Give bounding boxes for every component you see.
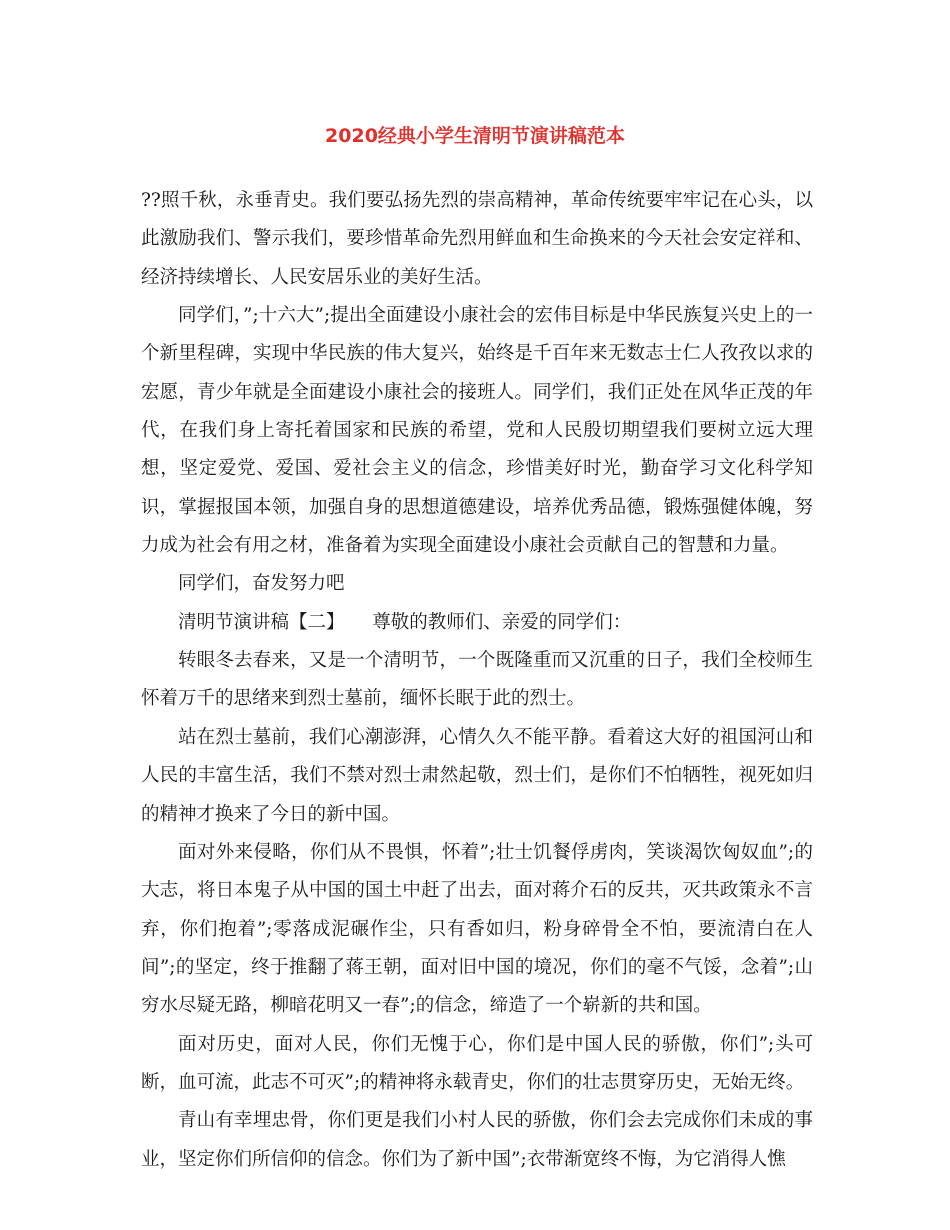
document-title: 2020经典小学生清明节演讲稿范本 [325,125,625,147]
paragraph: ??照千秋，永垂青史。我们要弘扬先烈的崇高精神，革命传统要牢牢记在心头，以此激励我们、警示我们，要珍惜革命先烈用鲜血和生命换来的今天社会安定祥和、经济持续增长、人民安居乐业的美好生活。 [141,190,813,288]
paragraph: 同学们，”;十六大”;提出全面建设小康社会的宏伟目标是中华民族复兴史上的一个新里程碑，实现中华民族的伟大复兴，始终是千百年来无数志士仁人孜孜以求的宏愿，青少年就是全面建设小康社会的接班人。同学们，我们正处在风华正茂的年代，在我们身上寄托着国家和民族的希望，党和人民殷切期望我们要树立远大理想，坚定爱党、爱国、爱社会主义的信念，珍惜美好时光，勤奋学习文化科学知识，掌握报国本领，加强自身的思想道德建设，培养优秀品德，锻炼强健体魄，努力成为社会有用之材，准备着为实现全面建设小康社会贡献自己的智慧和力量。 [141,305,813,557]
paragraph: 面对外来侵略，你们从不畏惧，怀着”;壮士饥餐俘虏肉，笑谈渴饮匈奴血”;的大志，将日本鬼子从中国的国土中赶了出去，面对蒋介石的反共，灭共政策永不言弃，你们抱着”;零落成泥碾作尘，只有香如归，粉身碎骨全不怕，要流清白在人间”;的坚定，终于推翻了蒋王朝，面对旧中国的境况，你们的毫不气馁，念着”;山穷水尽疑无路，柳暗花明又一春”;的信念，缔造了一个崭新的共和国。 [141,841,813,1017]
paragraph: 清明节演讲稿【二】 尊敬的教师们、亲爱的同学们： [178,611,632,633]
paragraph: 青山有幸埋忠骨，你们更是我们小村人民的骄傲，你们会去完成你们未成的事业，坚定你们所信仰的信念。你们为了新中国”;衣带渐宽终不悔，为它消得人憔 [141,1110,813,1170]
paragraph: 同学们，奋发努力吧 [178,573,345,595]
paragraph: 转眼冬去春来，又是一个清明节，一个既隆重而又沉重的日子，我们全校师生怀着万千的思绪来到烈士墓前，缅怀长眠于此的烈士。 [141,650,813,710]
document-body [141,182,813,1179]
paragraph: 站在烈士墓前，我们心潮澎湃，心情久久不能平静。看着这大好的祖国河山和人民的丰富生活，我们不禁对烈士肃然起敬，烈士们，是你们不怕牺牲，视死如归的精神才换来了今日的新中国。 [141,726,813,825]
paragraph: 面对历史，面对人民，你们无愧于心，你们是中国人民的骄傲，你们”;头可断，血可流，此志不可灭”;的精神将永载青史，你们的壮志贯穿历史，无始无终。 [141,1033,813,1093]
